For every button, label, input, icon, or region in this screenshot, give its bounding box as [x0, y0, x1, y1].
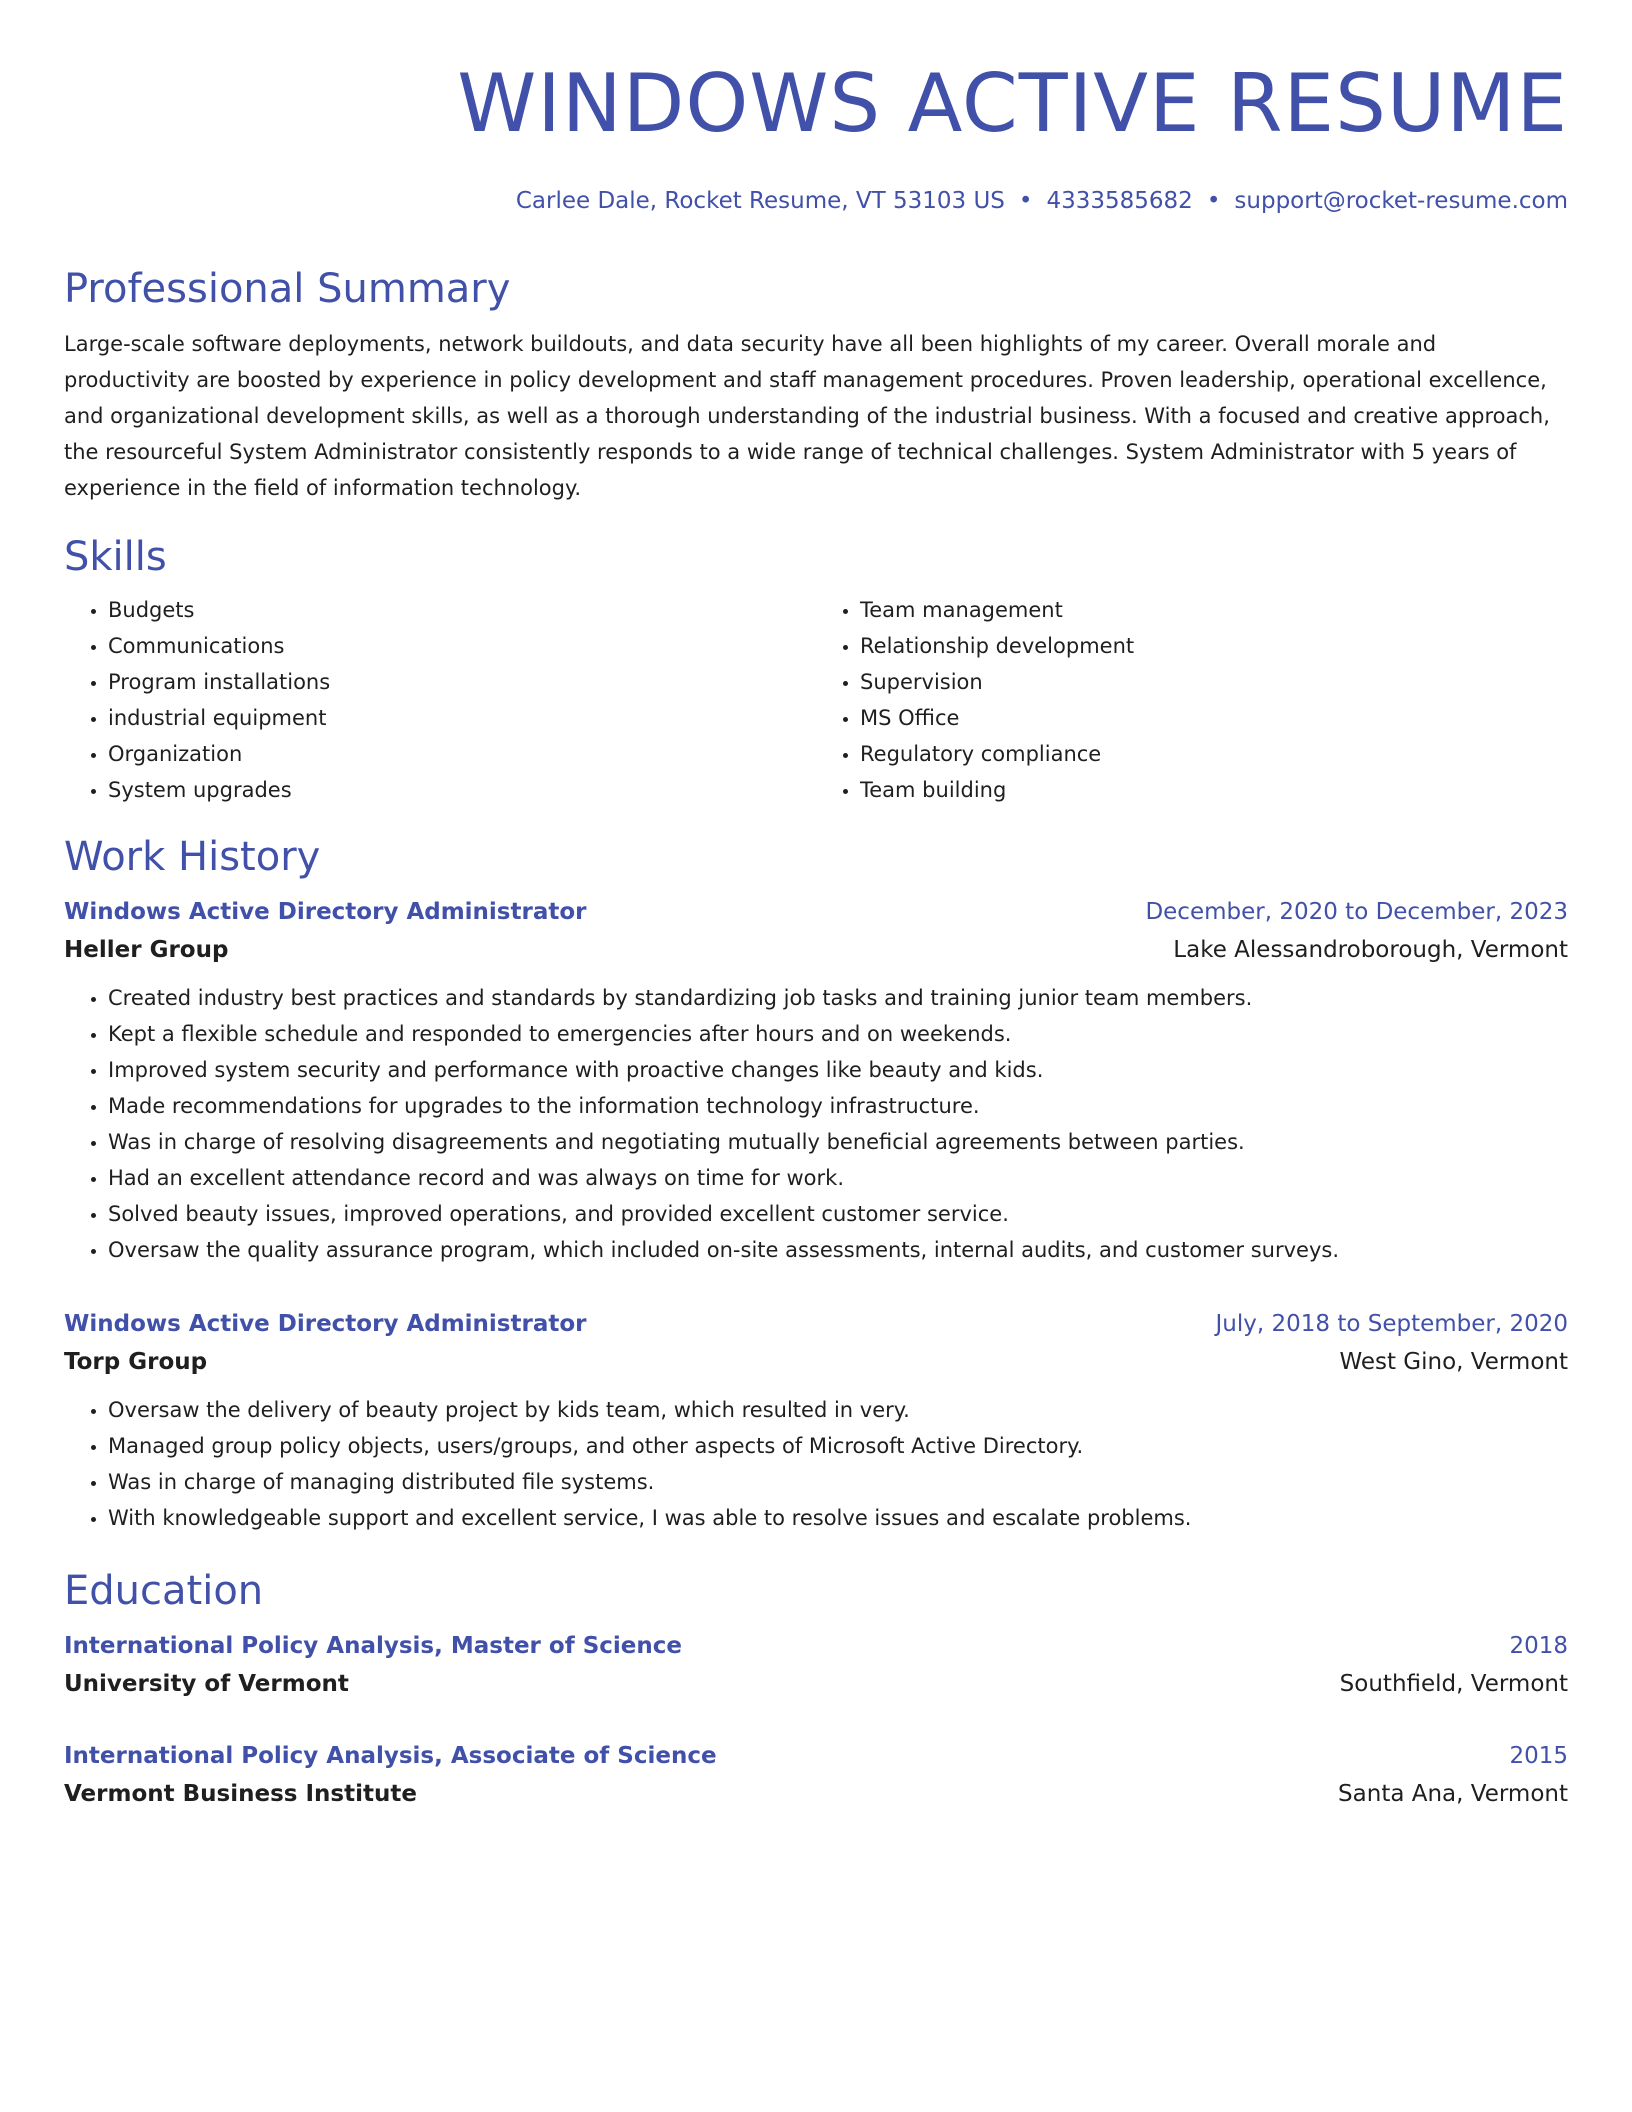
- skill-item: • System upgrades: [108, 772, 816, 808]
- job-title-row: [64, 896, 1568, 928]
- contact-email[interactable]: support@rocket-resume.com: [1234, 188, 1568, 214]
- education-year: 2015: [1509, 1743, 1568, 1769]
- education-degree-row: [64, 1740, 1568, 1772]
- job-dates: December, 2020 to December, 2023: [1145, 899, 1568, 925]
- contact-separator: •: [1206, 188, 1221, 214]
- skill-item: • Communications: [108, 628, 816, 664]
- job-dates: July, 2018 to September, 2020: [1215, 1311, 1568, 1337]
- job-company-row: [64, 1346, 1568, 1378]
- skill-item: • Team management: [860, 592, 1568, 628]
- job-bullet: • With knowledgeable support and excellent service, I was able to resolve issues and escalate problems.: [108, 1500, 1568, 1536]
- education-location: Southfield, Vermont: [1339, 1671, 1568, 1697]
- job-bullet: • Managed group policy objects, users/groups, and other aspects of Microsoft Active Directory.: [108, 1428, 1568, 1464]
- job-title: Windows Active Directory Administrator: [64, 899, 587, 925]
- skills-grid: [64, 592, 1568, 808]
- job-company-row: [64, 934, 1568, 966]
- skill-item: • Supervision: [860, 664, 1568, 700]
- job-bullet: • Solved beauty issues, improved operations, and provided excellent customer service.: [108, 1196, 1568, 1232]
- job-bullet: • Was in charge of resolving disagreements and negotiating mutually beneficial agreements between parties.: [108, 1124, 1568, 1160]
- job-title: Windows Active Directory Administrator: [64, 1311, 587, 1337]
- skill-item: • MS Office: [860, 700, 1568, 736]
- education-entry: [64, 1740, 1568, 1810]
- contact-address: Carlee Dale, Rocket Resume, VT 53103 US: [515, 188, 1005, 214]
- education-year: 2018: [1509, 1633, 1568, 1659]
- education-location: Santa Ana, Vermont: [1338, 1781, 1568, 1807]
- skill-item: • Organization: [108, 736, 816, 772]
- education-school-row: [64, 1778, 1568, 1810]
- skill-item: • Budgets: [108, 592, 816, 628]
- education-school: Vermont Business Institute: [64, 1781, 417, 1807]
- education-degree: International Policy Analysis, Master of Science: [64, 1633, 683, 1659]
- job-bullet: • Improved system security and performance with proactive changes like beauty and kids.: [108, 1052, 1568, 1088]
- job-location: Lake Alessandroborough, Vermont: [1173, 937, 1568, 963]
- resume-title: WINDOWS ACTIVE RESUME: [457, 57, 1568, 150]
- job-bullets: [64, 1392, 1568, 1536]
- job-bullet: • Kept a flexible schedule and responded to emergencies after hours and on weekends.: [108, 1016, 1568, 1052]
- job-entry: [64, 1308, 1568, 1536]
- skill-item: • industrial equipment: [108, 700, 816, 736]
- education-heading: Education: [64, 1568, 264, 1614]
- education-degree-row: [64, 1630, 1568, 1662]
- skill-item: • Team building: [860, 772, 1568, 808]
- education-entry: [64, 1630, 1568, 1700]
- education-school: University of Vermont: [64, 1671, 349, 1697]
- skills-heading: Skills: [64, 534, 167, 580]
- job-bullet: • Was in charge of managing distributed file systems.: [108, 1464, 1568, 1500]
- skill-item: • Regulatory compliance: [860, 736, 1568, 772]
- job-entry: [64, 896, 1568, 1268]
- skills-list-left: [64, 592, 816, 808]
- job-company: Heller Group: [64, 937, 229, 963]
- job-bullets: [64, 980, 1568, 1268]
- summary-text: Large-scale software deployments, network buildouts, and data security have all been highlights of my career. Overall morale and productivity are boosted by experience in policy development and staff management procedures. Proven leadership, operational excellence, and organizational development skills, as well as a thorough understanding of the industrial business. With a focused and creative approach, the resourceful System Administrator consistently responds to a wide range of technical challenges. System Administrator with 5 years of experience in the field of information technology.: [64, 332, 1550, 500]
- job-bullet: • Oversaw the delivery of beauty project by kids team, which resulted in very.: [108, 1392, 1568, 1428]
- job-bullet: • Created industry best practices and standards by standardizing job tasks and training junior team members.: [108, 980, 1568, 1016]
- job-company: Torp Group: [64, 1349, 208, 1375]
- job-bullet: • Oversaw the quality assurance program, which included on-site assessments, internal audits, and customer surveys.: [108, 1232, 1568, 1268]
- job-location: West Gino, Vermont: [1339, 1349, 1568, 1375]
- job-bullet: • Had an excellent attendance record and was always on time for work.: [108, 1160, 1568, 1196]
- work-history-heading: Work History: [64, 834, 321, 880]
- skill-item: • Program installations: [108, 664, 816, 700]
- skills-list-right: [816, 592, 1568, 808]
- job-bullet: • Made recommendations for upgrades to the information technology infrastructure.: [108, 1088, 1568, 1124]
- job-title-row: [64, 1308, 1568, 1340]
- contact-phone: 4333585682: [1046, 188, 1193, 214]
- education-school-row: [64, 1668, 1568, 1700]
- summary-heading: Professional Summary: [64, 266, 511, 312]
- contact-line: [64, 186, 1568, 216]
- education-degree: International Policy Analysis, Associate of Science: [64, 1743, 717, 1769]
- contact-separator: •: [1018, 188, 1033, 214]
- skill-item: • Relationship development: [860, 628, 1568, 664]
